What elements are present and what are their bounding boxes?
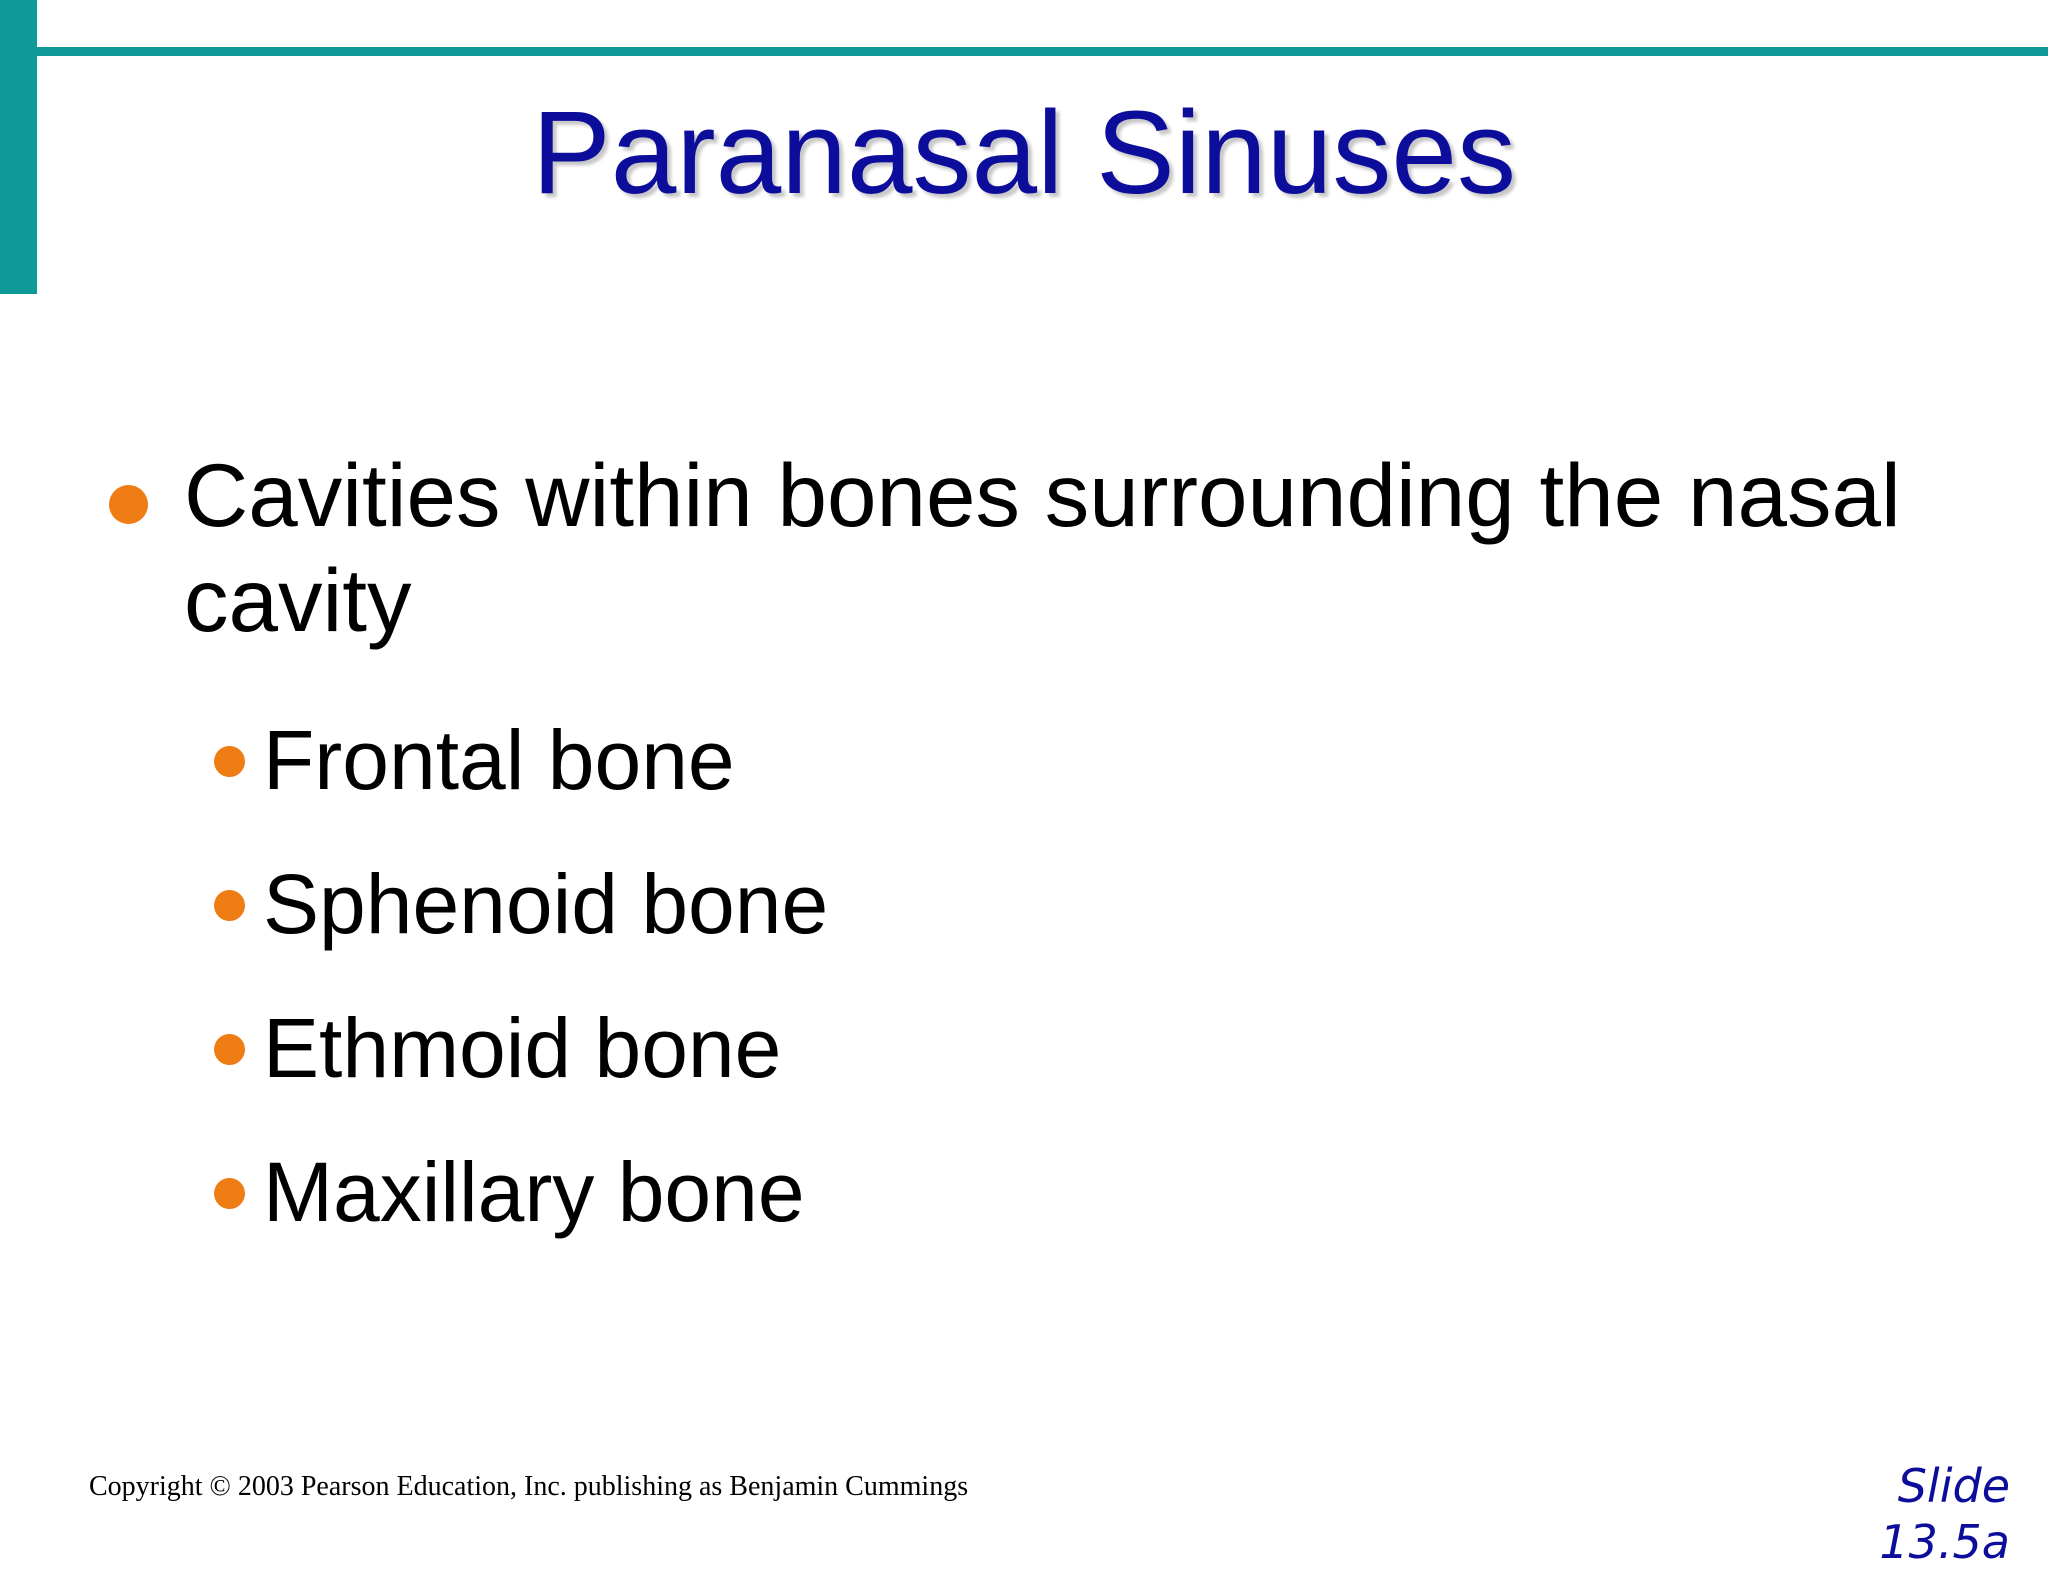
accent-line-horizontal <box>37 47 2048 56</box>
slide-word: Slide <box>1897 1459 2010 1513</box>
bullet-dot-icon <box>214 1178 245 1209</box>
bullet-dot-icon <box>214 890 245 921</box>
bullet-dot-icon <box>109 485 148 524</box>
sub-bullet-ethmoid: Ethmoid bone <box>263 1001 782 1095</box>
bullet-dot-icon <box>214 1034 245 1065</box>
slide-title: Paranasal Sinuses <box>532 87 1516 219</box>
copyright-notice: Copyright © 2003 Pearson Education, Inc. publishing as Benjamin Cummings <box>89 1471 969 1502</box>
slide-number: 13.5a <box>1879 1515 2010 1569</box>
main-bullet-text: Cavities within bones surrounding the nasal cavity <box>184 445 1901 650</box>
sub-bullet-frontal: Frontal bone <box>263 713 735 807</box>
slide-number-label <box>1879 1458 2010 1570</box>
sub-bullet-maxillary: Maxillary bone <box>263 1145 805 1239</box>
sub-bullet-sphenoid: Sphenoid bone <box>263 857 829 951</box>
bullet-dot-icon <box>214 746 245 777</box>
